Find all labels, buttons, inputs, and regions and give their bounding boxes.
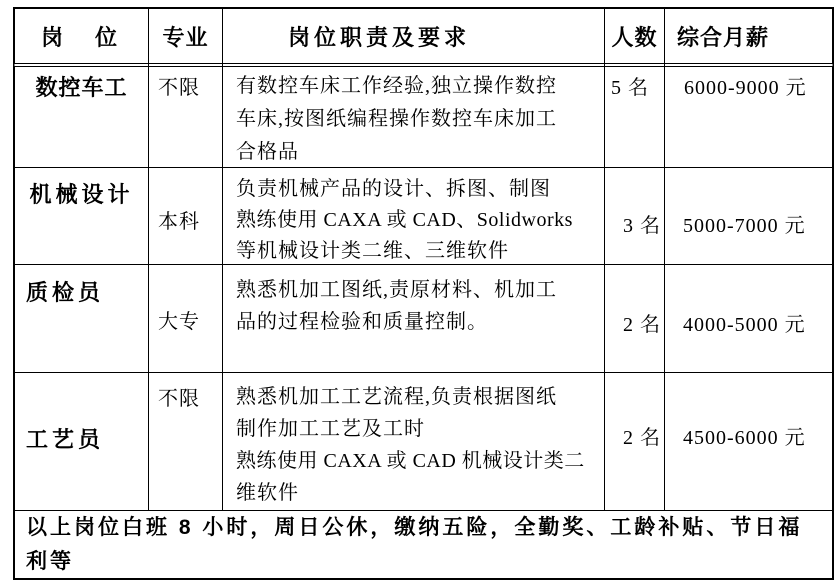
salary-cell [664,66,833,168]
salary-cell [664,264,833,373]
header-position-cell [14,8,149,67]
major-requirement: 不限 [158,77,200,99]
benefits-note-line: 利等 [26,550,74,573]
header-duties-cell [222,8,605,67]
duties-cell [222,66,605,168]
major-cell [148,167,223,265]
duties-line: 等机械设计类二维、三维软件 [236,240,509,262]
benefits-note-line: 以上岗位白班 8 小时，周日公休，缴纳五险，全勤奖、工龄补贴、节日福 [26,516,803,539]
duties-line: 合格品 [236,141,299,163]
position-cell [14,167,149,265]
header-salary: 综合月薪 [677,24,770,50]
headcount: 3 名 [623,215,661,237]
headcount-cell [604,167,665,265]
duties-line: 品的过程检验和质量控制。 [236,311,488,333]
major-requirement: 本科 [158,211,200,233]
major-cell [148,66,223,168]
duties-line: 熟练使用 CAXA 或 CAD 机械设计类二 [236,450,585,472]
salary-range: 4000-5000 元 [683,314,806,336]
position-name: 工艺员 [26,427,105,452]
duties-line: 有数控车床工作经验,独立操作数控 [236,75,557,97]
duties-line: 熟练使用 CAXA 或 CAD、Solidworks [236,209,573,231]
major-requirement: 不限 [158,388,200,410]
major-requirement: 大专 [158,311,200,333]
position-cell [14,372,149,511]
headcount-cell [604,264,665,373]
duties-line: 车床,按图纸编程操作数控车床加工 [236,108,557,130]
benefits-note [14,510,833,579]
position-name: 质检员 [26,280,105,305]
major-cell [148,372,223,511]
headcount: 2 名 [623,314,661,336]
headcount-cell [604,372,665,511]
header-major-cell [148,8,223,67]
duties-line: 熟悉机加工工艺流程,负责根据图纸 [236,386,557,408]
duties-cell [222,167,605,265]
duties-line: 维软件 [236,482,299,504]
salary-cell [664,372,833,511]
duties-cell [222,264,605,373]
major-cell [148,264,223,373]
position-name: 数控车工 [35,75,128,100]
header-headcount: 人数 [611,24,658,50]
duties-line: 制作加工工艺及工时 [236,418,425,440]
salary-range: 4500-6000 元 [683,427,806,449]
header-headcount-cell [604,8,665,67]
salary-range: 6000-9000 元 [684,77,807,99]
headcount-cell [604,66,665,168]
position-name: 机械设计 [29,182,134,207]
duties-line: 熟悉机加工图纸,责原材料、机加工 [236,279,557,301]
duties-line: 负责机械产品的设计、拆图、制图 [236,178,551,200]
duties-cell [222,372,605,511]
salary-range: 5000-7000 元 [683,215,806,237]
header-position: 岗 位 [40,24,122,50]
salary-cell [664,167,833,265]
position-cell [14,264,149,373]
job-table [14,8,833,579]
position-cell [14,66,149,168]
header-salary-cell [664,8,833,67]
header-major: 专业 [162,24,209,50]
header-duties: 岗位职责及要求 [288,24,471,50]
headcount: 2 名 [623,427,661,449]
headcount: 5 名 [611,77,649,99]
